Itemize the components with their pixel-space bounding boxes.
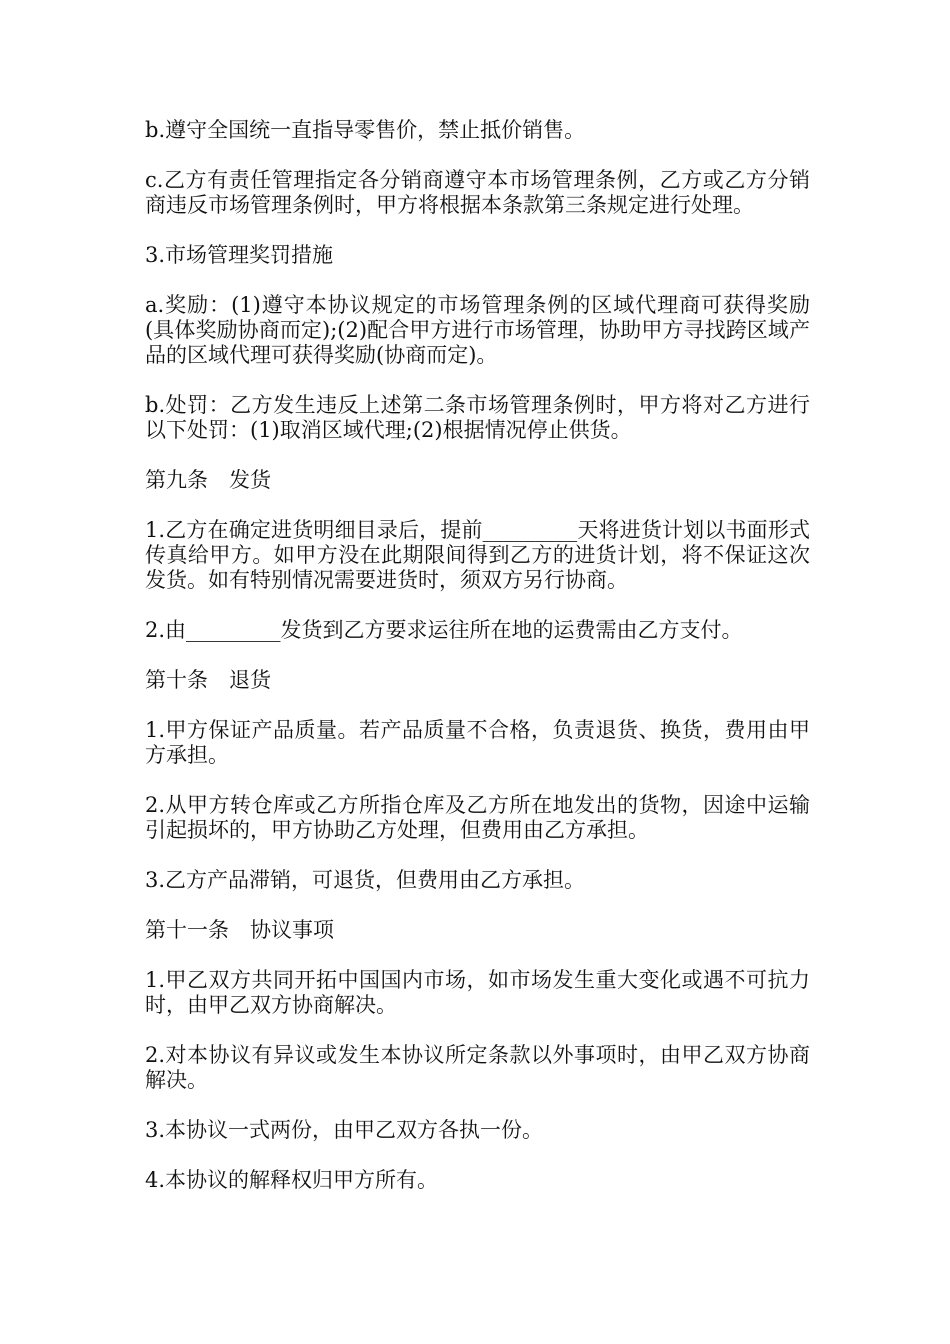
article-heading-agreement-matters: 第十一条 协议事项 xyxy=(145,918,334,942)
clause-a-rewards: a.奖励：(1)遵守本协议规定的市场管理条例的区域代理商可获得奖励(具体奖励协商而定);(2)配合甲方进行市场管理，协助甲方寻找跨区域产品的区域代理可获得奖励(协商而定)。 xyxy=(145,293,810,367)
clause-c-distributor-management: c.乙方有责任管理指定各分销商遵守本市场管理条例，乙方或乙方分销商违反市场管理条例时，甲方将根据本条款第三条规定进行处理。 xyxy=(145,168,810,217)
clause-b-retail-price: b.遵守全国统一直指导零售价，禁止抵价销售。 xyxy=(145,118,586,142)
section-heading-rewards-penalties: 3.市场管理奖罚措施 xyxy=(145,243,334,267)
document-page xyxy=(145,118,810,1218)
agreement-clause-1: 1.甲乙双方共同开拓中国国内市场，如市场发生重大变化或遇不可抗力时，由甲乙双方协商解决。 xyxy=(145,968,810,1017)
returns-clause-2: 2.从甲方转仓库或乙方所指仓库及乙方所在地发出的货物，因途中运输引起损坏的，甲方协助乙方处理，但费用由乙方承担。 xyxy=(145,793,810,842)
shipping-clause-1: 1.乙方在确定进货明细目录后，提前_________天将进货计划以书面形式传真给甲方。如甲方没在此期限间得到乙方的进货计划，将不保证这次发货。如有特别情况需要进货时，须双方另行协商。 xyxy=(145,518,810,592)
agreement-clause-4: 4.本协议的解释权归甲方所有。 xyxy=(145,1168,439,1192)
returns-clause-3: 3.乙方产品滞销，可退货，但费用由乙方承担。 xyxy=(145,868,586,892)
shipping-clause-2: 2.由_________发货到乙方要求运往所在地的运费需由乙方支付。 xyxy=(145,618,743,642)
article-heading-shipping: 第九条 发货 xyxy=(145,468,271,492)
clause-b-penalties: b.处罚：乙方发生违反上述第二条市场管理条例时，甲方将对乙方进行以下处罚：(1)取消区域代理;(2)根据情况停止供货。 xyxy=(145,393,810,442)
article-heading-returns: 第十条 退货 xyxy=(145,668,271,692)
returns-clause-1: 1.甲方保证产品质量。若产品质量不合格，负责退货、换货，费用由甲方承担。 xyxy=(145,718,810,767)
agreement-clause-3: 3.本协议一式两份，由甲乙双方各执一份。 xyxy=(145,1118,544,1142)
agreement-clause-2: 2.对本协议有异议或发生本协议所定条款以外事项时，由甲乙双方协商解决。 xyxy=(145,1043,810,1092)
